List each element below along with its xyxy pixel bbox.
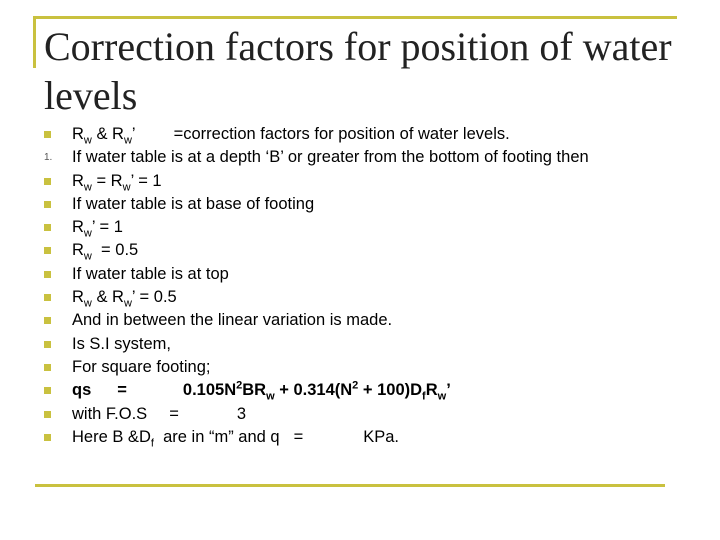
list-item xyxy=(44,404,674,424)
list-item xyxy=(44,310,674,330)
item-text: For square footing; xyxy=(72,357,211,376)
list-item xyxy=(44,171,674,191)
slide-title: Correction factors for position of water levels xyxy=(44,24,672,118)
list-item xyxy=(44,334,674,354)
square-bullet-icon xyxy=(44,434,51,441)
item-text: If water table is at base of footing xyxy=(72,194,315,213)
square-bullet-icon xyxy=(44,201,51,208)
item-text: with F.O.S = 3 xyxy=(72,404,247,423)
footer-rule xyxy=(35,484,665,487)
list-item xyxy=(44,264,674,284)
title-rule-left xyxy=(33,16,36,68)
item-text: $R_w$’ = 1 xyxy=(72,218,123,240)
item-text: $R_w = 0.5$ xyxy=(72,241,139,263)
bullet-list xyxy=(44,124,674,450)
list-item xyxy=(44,217,674,240)
square-bullet-icon xyxy=(44,224,51,231)
item-text: $R_w$ & $R_w$’ =correction factors for position of water levels. xyxy=(72,125,510,147)
square-bullet-icon xyxy=(44,271,51,278)
item-text: $R_w = R_w$’ = 1 xyxy=(72,171,162,193)
square-bullet-icon xyxy=(44,317,51,324)
square-bullet-icon xyxy=(44,364,51,371)
formula-text: qs = $0.105N^2BR_w + 0.314(N^2 + 100)D_fR_w$’ xyxy=(72,379,451,403)
square-bullet-icon xyxy=(44,247,51,254)
item-text: Here B $\&D_f$ are in “m” and q = KPa. xyxy=(72,427,399,450)
square-bullet-icon xyxy=(44,294,51,301)
square-bullet-icon xyxy=(44,387,51,394)
list-item xyxy=(44,194,674,214)
item-number: 1. xyxy=(44,152,53,164)
square-bullet-icon xyxy=(44,131,51,138)
list-item xyxy=(44,287,674,310)
item-text: If water table is at a depth ‘B’ or greater from the bottom of footing then xyxy=(72,148,589,167)
list-item xyxy=(44,124,674,147)
list-item xyxy=(44,147,674,167)
list-item xyxy=(44,379,674,403)
title-rule-top xyxy=(35,16,677,19)
square-bullet-icon xyxy=(44,411,51,418)
item-text: And in between the linear variation is made. xyxy=(72,311,393,330)
list-item xyxy=(44,427,674,450)
square-bullet-icon xyxy=(44,178,51,185)
item-text: If water table is at top xyxy=(72,264,229,283)
list-item xyxy=(44,240,674,263)
item-text: $R_w$ & $R_w$’ = 0.5 xyxy=(72,288,177,310)
list-item xyxy=(44,357,674,377)
square-bullet-icon xyxy=(44,341,51,348)
item-text: Is S.I system, xyxy=(72,334,172,353)
